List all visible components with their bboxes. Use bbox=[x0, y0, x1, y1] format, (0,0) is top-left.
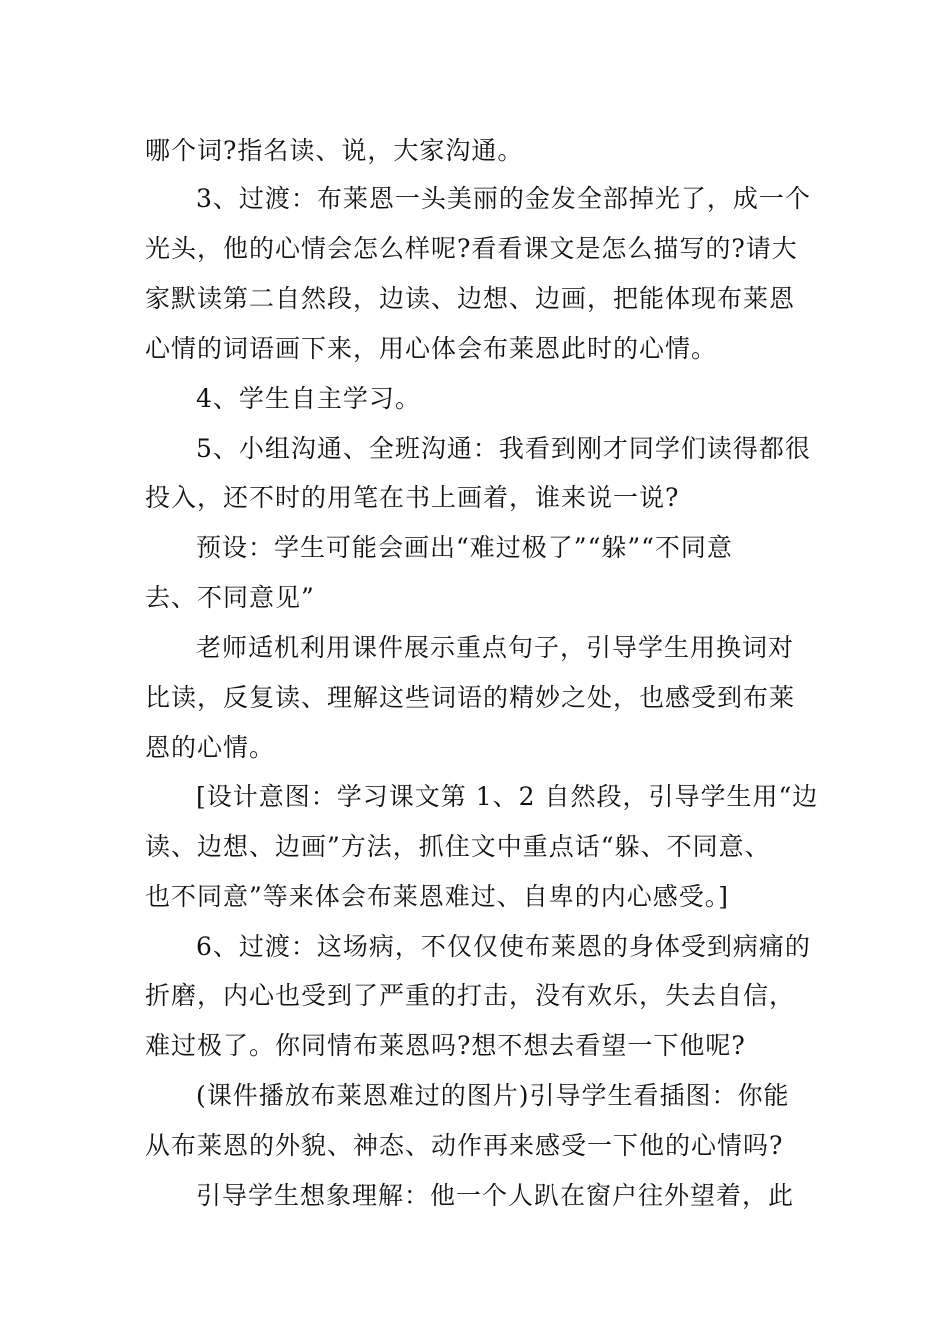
text-line: 4、学生自主学习。 bbox=[196, 384, 421, 413]
text-line: 光头，他的心情会怎么样呢?看看课文是怎么描写的?请大 bbox=[145, 234, 798, 263]
text-line: 折磨，内心也受到了严重的打击，没有欢乐，失去自信， bbox=[145, 981, 796, 1010]
text-line: 从布莱恩的外貌、神态、动作再来感受一下他的心情吗? bbox=[145, 1131, 784, 1160]
text-line: 心情的词语画下来，用心体会布莱恩此时的心情。 bbox=[145, 334, 718, 363]
text-line: 难过极了。你同情布莱恩吗?想不想去看望一下他呢? bbox=[145, 1031, 746, 1060]
text-line: 哪个词?指名读、说，大家沟通。 bbox=[145, 136, 524, 165]
text-line: 读、边想、边画”方法，抓住文中重点话“躲、不同意、 bbox=[145, 832, 771, 861]
text-line: 去、不同意见” bbox=[145, 583, 315, 612]
text-line: 6、过渡：这场病，不仅仅使布莱恩的身体受到病痛的 bbox=[196, 932, 811, 961]
text-line: 也不同意”等来体会布莱恩难过、自卑的内心感受。] bbox=[145, 882, 730, 911]
text-line: [设计意图：学习课文第 1、2 自然段，引导学生用“边 bbox=[196, 782, 819, 811]
text-line: 3、过渡：布莱恩一头美丽的金发全部掉光了，成一个 bbox=[196, 184, 811, 213]
text-line: 投入，还不时的用笔在书上画着，谁来说一说? bbox=[145, 483, 680, 512]
text-line: (课件播放布莱恩难过的图片)引导学生看插图：你能 bbox=[196, 1081, 790, 1110]
text-line: 比读，反复读、理解这些词语的精妙之处，也感受到布莱 bbox=[145, 683, 796, 712]
text-line: 老师适机利用课件展示重点句子，引导学生用换词对 bbox=[196, 633, 795, 662]
text-line: 5、小组沟通、全班沟通：我看到刚才同学们读得都很 bbox=[196, 434, 811, 463]
text-line: 预设：学生可能会画出“难过极了”“躲”“不同意 bbox=[196, 533, 733, 562]
text-line: 家默读第二自然段，边读、边想、边画，把能体现布莱恩 bbox=[145, 284, 796, 313]
text-line: 引导学生想象理解：他一个人趴在窗户往外望着，此 bbox=[196, 1181, 795, 1210]
text-line: 恩的心情。 bbox=[145, 733, 276, 762]
